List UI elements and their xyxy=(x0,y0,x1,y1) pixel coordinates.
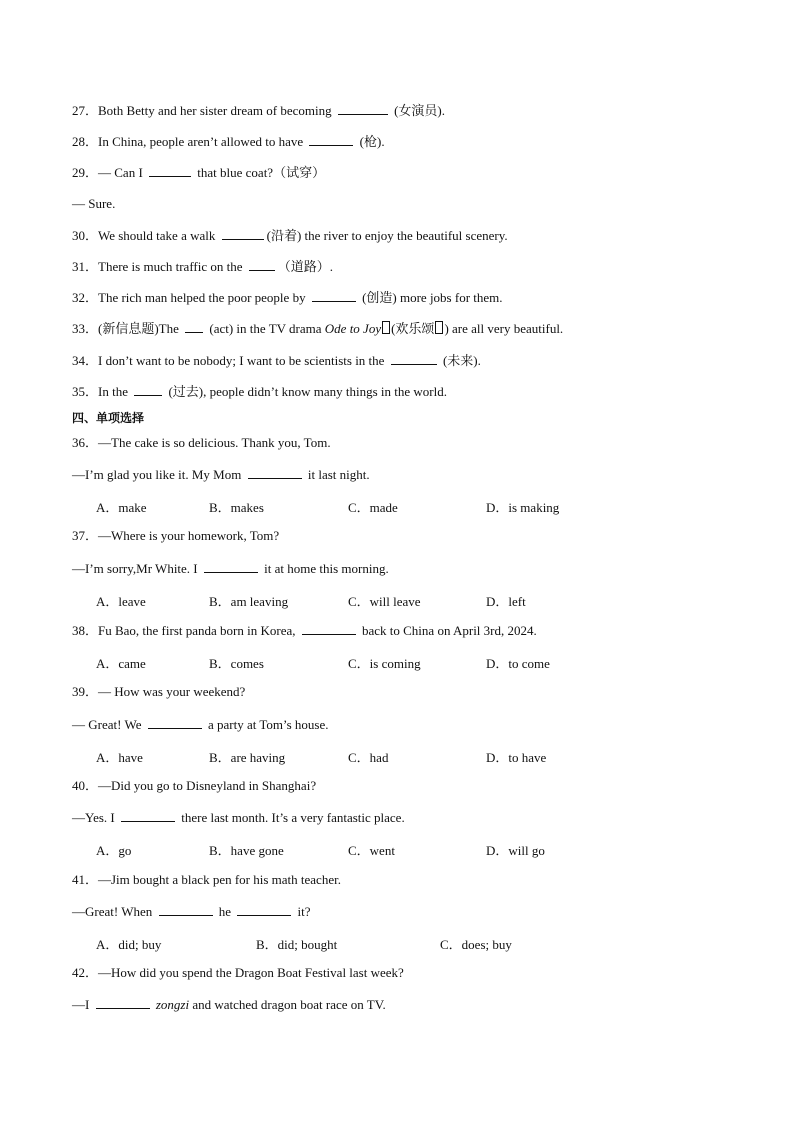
q39-reply-tail: a party at Tom’s house. xyxy=(207,717,329,732)
q30-text: 30．We should take a walk xyxy=(72,228,216,243)
q40-reply xyxy=(72,809,405,826)
question-39: 39．— How was your weekend? xyxy=(72,684,246,699)
question-28 xyxy=(72,133,385,150)
answer-blank[interactable] xyxy=(248,466,302,479)
question-38 xyxy=(72,622,537,639)
q34-hint: (未来). xyxy=(442,353,481,368)
q27-hint: (女演员). xyxy=(394,103,446,118)
question-34 xyxy=(72,352,481,369)
q42-reply xyxy=(72,996,386,1013)
answer-blank[interactable] xyxy=(312,289,356,302)
question-32 xyxy=(72,289,503,306)
q30-hint: (沿着) the river to enjoy the beautiful scenery. xyxy=(266,228,508,243)
answer-blank[interactable] xyxy=(121,809,175,822)
q31-hint: （道路）. xyxy=(277,259,334,274)
option-c[interactable]: C．is coming xyxy=(348,656,421,671)
q39-reply-text: — Great! We xyxy=(72,717,142,732)
q36-reply-text: —I’m glad you like it. My Mom xyxy=(72,467,242,482)
q33-tail: ) are all very beautiful. xyxy=(444,321,564,336)
q41-reply xyxy=(72,903,311,920)
question-40: 40．—Did you go to Disneyland in Shanghai? xyxy=(72,778,317,793)
q35-text: 35．In the xyxy=(72,384,128,399)
q34-text: 34．I don’t want to be nobody; I want to be scientists in the xyxy=(72,353,385,368)
answer-blank[interactable] xyxy=(391,352,437,365)
q31-text: 31．There is much traffic on the xyxy=(72,259,243,274)
question-30 xyxy=(72,227,508,244)
drama-title: Ode to Joy xyxy=(324,321,382,336)
q38-text: 38．Fu Bao, the first panda born in Korea, xyxy=(72,623,296,638)
zongzi-word: zongzi xyxy=(155,997,190,1012)
q40-reply-tail: there last month. It’s a very fantastic place. xyxy=(181,810,405,825)
q36-reply xyxy=(72,466,370,483)
answer-blank[interactable] xyxy=(338,102,388,115)
question-33 xyxy=(72,320,563,337)
option-d[interactable]: D．will go xyxy=(486,843,545,858)
q41-reply-tail: it? xyxy=(297,904,311,919)
answer-blank[interactable] xyxy=(134,383,162,396)
option-c[interactable]: C．does; buy xyxy=(440,937,512,952)
q40-reply-text: —Yes. I xyxy=(72,810,115,825)
q29-reply: — Sure. xyxy=(72,196,116,211)
answer-blank[interactable] xyxy=(237,903,291,916)
option-a[interactable]: A．did; buy xyxy=(96,937,162,952)
question-35 xyxy=(72,383,447,400)
question-41: 41．—Jim bought a black pen for his math teacher. xyxy=(72,872,341,887)
option-a[interactable]: A．go xyxy=(96,843,132,858)
answer-blank[interactable] xyxy=(302,622,356,635)
option-b[interactable]: B．comes xyxy=(209,656,264,671)
q36-reply-tail: it last night. xyxy=(307,467,370,482)
q29-text: 29．— Can I xyxy=(72,165,143,180)
question-29 xyxy=(72,164,325,181)
option-d[interactable]: D．left xyxy=(486,594,526,609)
option-d[interactable]: D．to have xyxy=(486,750,547,765)
question-27 xyxy=(72,102,445,119)
q39-reply xyxy=(72,716,329,733)
section-heading: 四、单项选择 xyxy=(72,411,145,425)
q41-reply-text: —Great! When xyxy=(72,904,153,919)
q38-tail: back to China on April 3rd, 2024. xyxy=(361,623,537,638)
option-c[interactable]: C．had xyxy=(348,750,389,765)
q29-hint: that blue coat?（试穿） xyxy=(197,165,326,180)
q27-text: 27．Both Betty and her sister dream of becoming xyxy=(72,103,332,118)
answer-blank[interactable] xyxy=(222,227,264,240)
q32-text: 32．The rich man helped the poor people by xyxy=(72,290,306,305)
q33-hint: (act) in the TV drama xyxy=(209,321,322,336)
q42-reply-tail: and watched dragon boat race on TV. xyxy=(192,997,386,1012)
answer-blank[interactable] xyxy=(148,716,202,729)
option-b[interactable]: B．have gone xyxy=(209,843,284,858)
option-c[interactable]: C．went xyxy=(348,843,395,858)
q28-text: 28．In China, people aren’t allowed to have xyxy=(72,134,304,149)
q33-hint-cn: (欢乐颂 xyxy=(391,321,435,336)
option-d[interactable]: D．to come xyxy=(486,656,550,671)
q33-text: 33．(新信息题)The xyxy=(72,321,179,336)
option-b[interactable]: B．are having xyxy=(209,750,286,765)
answer-blank[interactable] xyxy=(204,560,258,573)
missing-glyph-box xyxy=(435,321,443,334)
option-b[interactable]: B．am leaving xyxy=(209,594,289,609)
option-b[interactable]: B．makes xyxy=(209,500,264,515)
question-42: 42．—How did you spend the Dragon Boat Festival last week? xyxy=(72,965,404,980)
q28-hint: (枪). xyxy=(359,134,385,149)
q37-reply-text: —I’m sorry,Mr White. I xyxy=(72,561,198,576)
answer-blank[interactable] xyxy=(309,133,353,146)
option-d[interactable]: D．is making xyxy=(486,500,560,515)
q42-reply-text: —I xyxy=(72,997,90,1012)
option-b[interactable]: B．did; bought xyxy=(256,937,338,952)
question-31 xyxy=(72,258,333,275)
question-36: 36．—The cake is so delicious. Thank you, Tom. xyxy=(72,435,331,450)
answer-blank[interactable] xyxy=(185,320,203,333)
q32-hint: (创造) more jobs for them. xyxy=(362,290,503,305)
answer-blank[interactable] xyxy=(149,164,191,177)
option-a[interactable]: A．make xyxy=(96,500,147,515)
question-37: 37．—Where is your homework, Tom? xyxy=(72,528,280,543)
q35-hint: (过去), people didn’t know many things in the world. xyxy=(168,384,447,399)
q37-reply-tail: it at home this morning. xyxy=(264,561,389,576)
missing-glyph-box xyxy=(382,321,390,334)
option-c[interactable]: C．made xyxy=(348,500,398,515)
q37-reply xyxy=(72,560,389,577)
option-a[interactable]: A．have xyxy=(96,750,143,765)
option-a[interactable]: A．came xyxy=(96,656,146,671)
option-c[interactable]: C．will leave xyxy=(348,594,421,609)
q41-reply-mid: he xyxy=(218,904,232,919)
answer-blank[interactable] xyxy=(159,903,213,916)
answer-blank[interactable] xyxy=(96,996,150,1009)
option-a[interactable]: A．leave xyxy=(96,594,146,609)
answer-blank[interactable] xyxy=(249,258,275,271)
